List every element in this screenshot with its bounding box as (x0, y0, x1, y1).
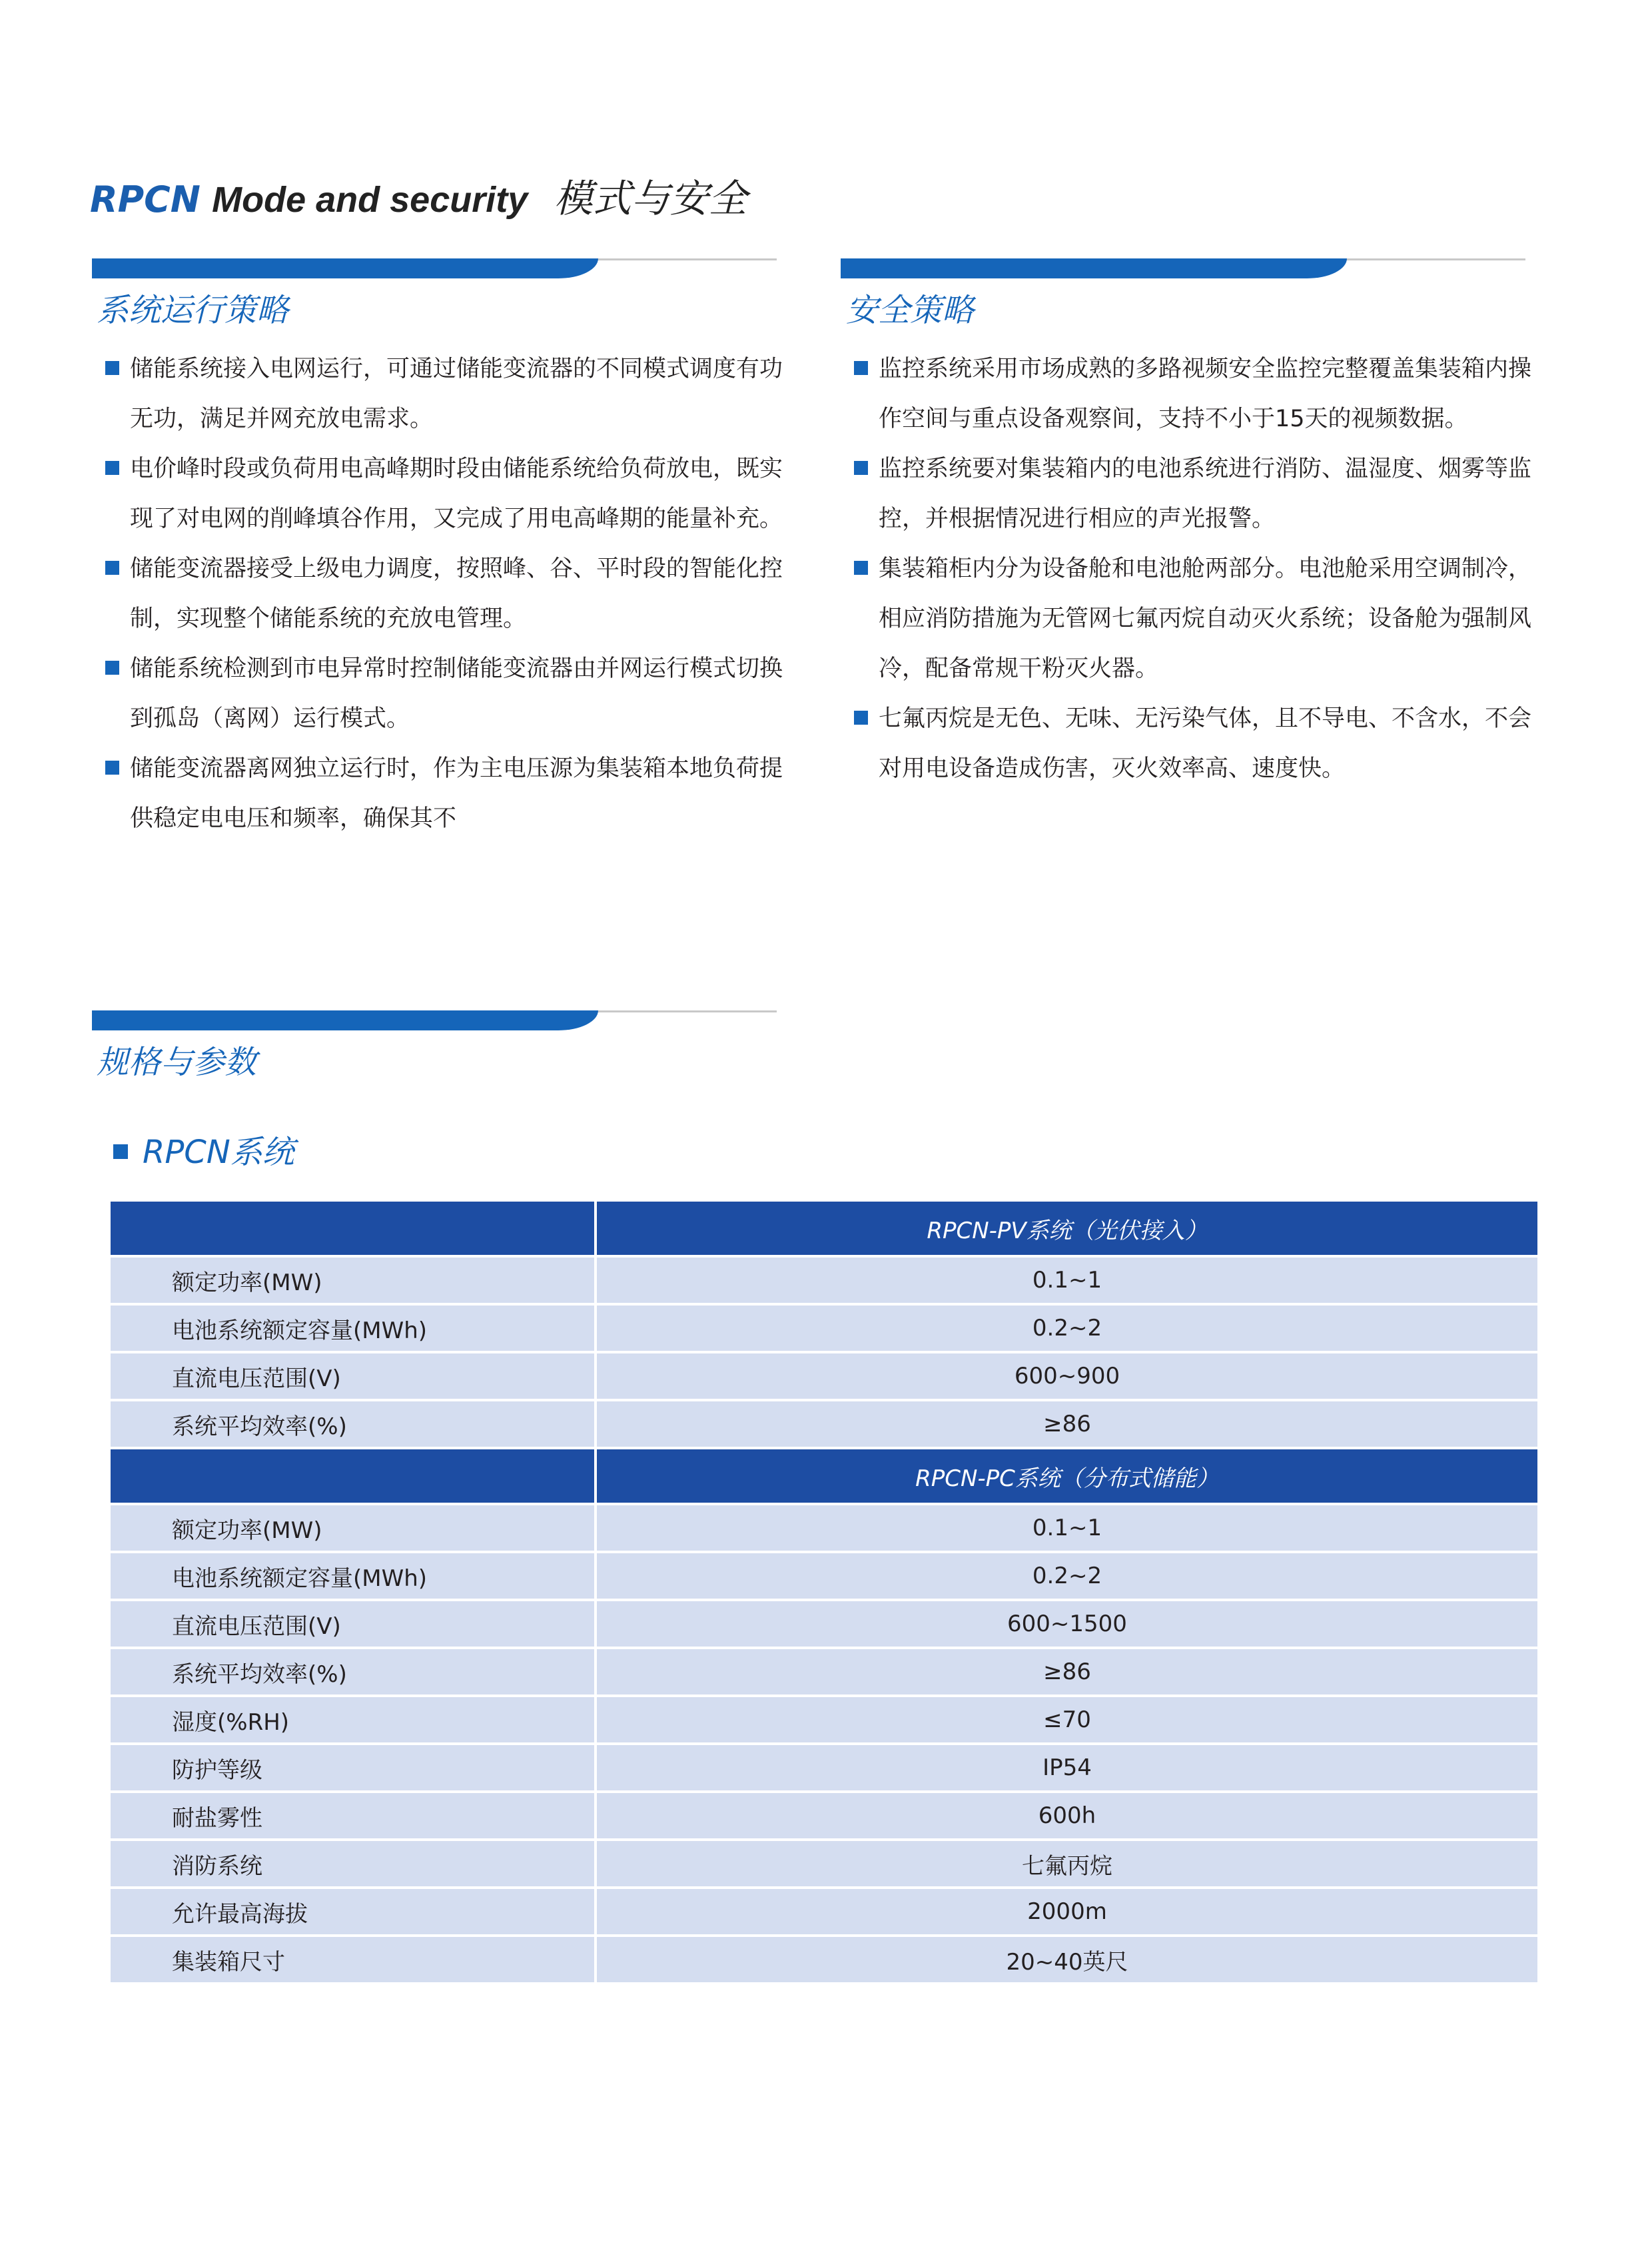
section-divider-operation (92, 258, 777, 278)
list-item: 集装箱柜内分为设备舱和电池舱两部分。电池舱采用空调制冷，相应消防措施为无管网七氟丙烷自动灭火系统；设备舱为强制风冷，配备常规干粉灭火器。 (841, 544, 1537, 694)
table-row: 额定功率(MW) 0.1~1 (109, 1256, 1539, 1304)
system-subtitle: RPCN系统 (113, 1132, 294, 1172)
table-header-blank (109, 1448, 596, 1504)
list-item: 储能变流器接受上级电力调度，按照峰、谷、平时段的智能化控制，实现整个储能系统的充放电管理。 (92, 544, 785, 644)
table-row: 集装箱尺寸 20~40英尺 (109, 1936, 1539, 1984)
bullet-square-icon (105, 561, 119, 575)
table-row: 消防系统 七氟丙烷 (109, 1840, 1539, 1888)
table-row: 直流电压范围(V) 600~900 (109, 1352, 1539, 1400)
bullet-square-icon (105, 361, 119, 375)
table-row: 耐盐雾性 600h (109, 1792, 1539, 1840)
bullet-square-icon (854, 561, 868, 575)
safety-strategy-list (841, 344, 1537, 794)
bullet-square-icon (854, 711, 868, 725)
table-header-blank (109, 1200, 596, 1256)
bullet-square-icon (105, 761, 119, 775)
section-divider-safety (841, 258, 1525, 278)
specs-title: 规格与参数 (97, 1044, 257, 1081)
bullet-square-icon (854, 461, 868, 475)
bullet-square-icon (854, 361, 868, 375)
table-row: 允许最高海拔 2000m (109, 1888, 1539, 1936)
table-row: 防护等级 IP54 (109, 1744, 1539, 1792)
operation-strategy-list (92, 344, 785, 844)
section-divider-specs (92, 1010, 777, 1030)
table-group-header (109, 1200, 1539, 1256)
table-header-label: RPCN-PC系统（分布式储能） (596, 1448, 1539, 1504)
table-row: 湿度(%RH) ≤70 (109, 1696, 1539, 1744)
page-title (90, 172, 747, 226)
list-item: 电价峰时段或负荷用电高峰期时段由储能系统给负荷放电，既实现了对电网的削峰填谷作用，又完成了用电高峰期的能量补充。 (92, 444, 785, 544)
table-row: 额定功率(MW) 0.1~1 (109, 1504, 1539, 1552)
table-group-header (109, 1448, 1539, 1504)
table-row: 系统平均效率(%) ≥86 (109, 1648, 1539, 1696)
table-row: 系统平均效率(%) ≥86 (109, 1400, 1539, 1448)
title-english: Mode and security (212, 180, 528, 220)
operation-strategy-title: 系统运行策略 (97, 292, 289, 329)
spec-table (108, 1199, 1540, 1985)
list-item: 监控系统采用市场成熟的多路视频安全监控完整覆盖集装箱内操作空间与重点设备观察间，支持不小于15天的视频数据。 (841, 344, 1537, 444)
list-item: 储能系统检测到市电异常时控制储能变流器由并网运行模式切换到孤岛（离网）运行模式。 (92, 644, 785, 744)
list-item: 七氟丙烷是无色、无味、无污染气体，且不导电、不含水，不会对用电设备造成伤害，灭火效率高、速度快。 (841, 694, 1537, 794)
list-item: 储能系统接入电网运行，可通过储能变流器的不同模式调度有功无功，满足并网充放电需求。 (92, 344, 785, 444)
table-header-label: RPCN-PV系统（光伏接入） (596, 1200, 1539, 1256)
brand-name: RPCN (90, 179, 201, 220)
list-item: 监控系统要对集装箱内的电池系统进行消防、温湿度、烟雾等监控，并根据情况进行相应的声光报警。 (841, 444, 1537, 544)
table-row: 直流电压范围(V) 600~1500 (109, 1600, 1539, 1648)
bullet-square-icon (105, 661, 119, 675)
table-row: 电池系统额定容量(MWh) 0.2~2 (109, 1304, 1539, 1352)
list-item: 储能变流器离网独立运行时，作为主电压源为集装箱本地负荷提供稳定电电压和频率，确保其不 (92, 744, 785, 844)
bullet-square-icon (113, 1144, 128, 1159)
safety-strategy-title: 安全策略 (846, 292, 975, 329)
bullet-square-icon (105, 461, 119, 475)
title-chinese: 模式与安全 (554, 176, 747, 221)
table-row: 电池系统额定容量(MWh) 0.2~2 (109, 1552, 1539, 1600)
